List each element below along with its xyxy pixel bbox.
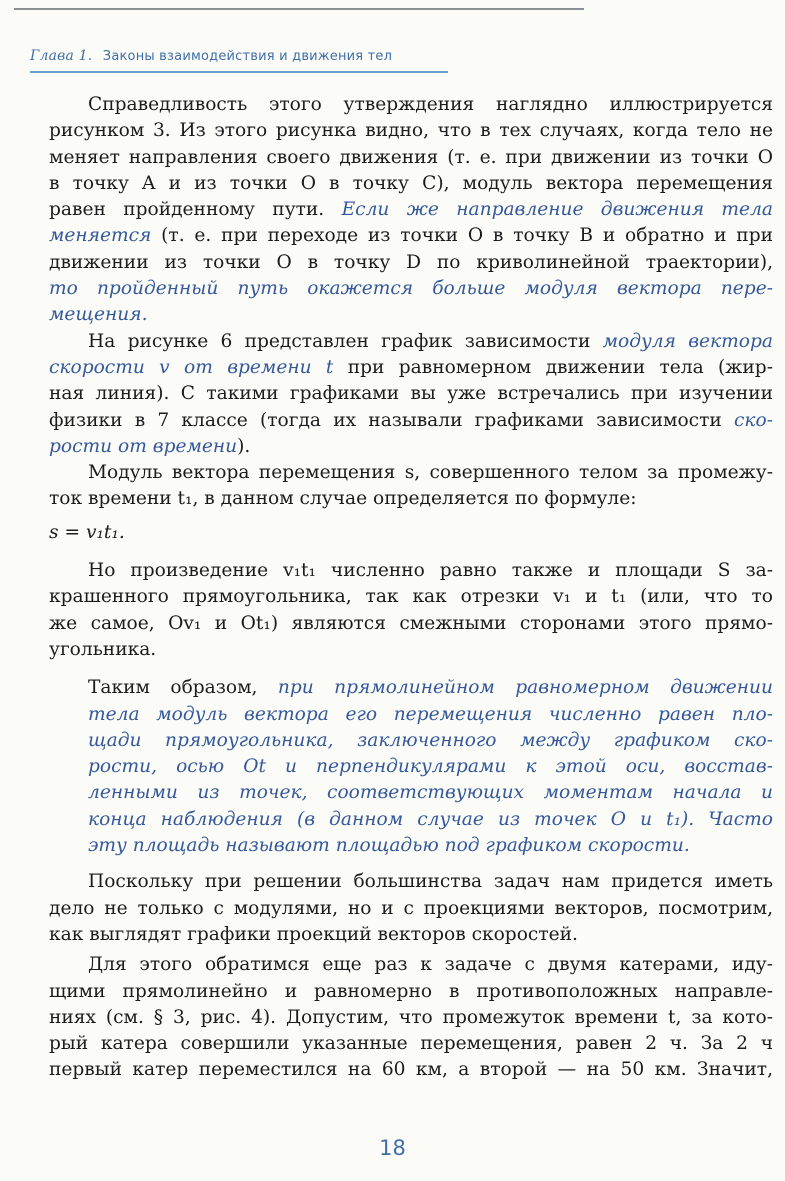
text-line <box>49 833 773 859</box>
text-line: первый катер переместился на 60 км, а второй — на 50 км. Значит, <box>49 1059 773 1081</box>
text-run: Таким образом, <box>88 677 278 699</box>
emphasis-text: Если же направление движения тела <box>341 199 773 221</box>
emphasis-text: при прямолинейном равномерном движении <box>277 677 773 699</box>
text-line <box>49 197 773 223</box>
text-run: физики в 7 классе (тогда их называли графиками зависимости <box>49 409 734 431</box>
text-line: движении из точки O в точку D по криволинейной траектории), <box>49 251 773 273</box>
emphasis-text: то пройденный путь окажется больше модуля вектора пере- <box>49 278 773 300</box>
conclusion-block <box>49 675 773 859</box>
text-run: равен пройденному пути. <box>49 199 342 221</box>
text-line <box>49 807 773 833</box>
emphasis-text: конца наблюдения (в данном случае из точек O и t₁). Часто <box>88 808 773 830</box>
text-run: при равномерном движении тела (жир- <box>333 356 773 378</box>
text-line <box>49 702 773 728</box>
emphasis-text: мещения. <box>49 304 148 326</box>
chapter-title: Законы взаимодействия и движения тел <box>102 49 393 64</box>
text-line <box>49 675 773 701</box>
text-line: же самое, Ov₁ и Ot₁) являются смежными сторонами этого прямо- <box>49 612 773 634</box>
header-rule <box>30 71 448 73</box>
paragraph-1 <box>49 92 773 329</box>
emphasis-text: рости, осью Ot и перпендикулярами к этой оси, восстав- <box>88 756 773 778</box>
text-run: (т. е. при переходе из точки O в точку B и обратно и при <box>151 225 773 247</box>
text-line <box>49 276 773 302</box>
text-line: в точку A и из точки O в точку C), модуль вектора перемещения <box>49 172 773 194</box>
formula: s = v₁t₁. <box>49 521 125 543</box>
paragraph-3 <box>49 460 773 513</box>
text-line <box>49 434 773 460</box>
text-line <box>49 329 773 355</box>
text-run: ). <box>237 435 251 457</box>
text-line: Поскольку при решении большинства задач нам придется иметь <box>88 871 773 893</box>
text-line: ниях (см. § 3, рис. 4). Допустим, что промежуток времени t, за кото- <box>49 1006 773 1028</box>
paragraph-6 <box>49 952 773 1083</box>
paragraph-4 <box>49 558 773 663</box>
text-line: как выглядят графики проекций векторов скоростей. <box>49 923 578 945</box>
text-line: щими прямолинейно и равномерно в противоположных направле- <box>49 980 773 1002</box>
paragraph-5 <box>49 869 773 948</box>
emphasis-text: тела модуль вектора его перемещения численно равен пло- <box>88 703 773 725</box>
text-line: рисунком 3. Из этого рисунка видно, что в тех случаях, когда тело не <box>49 120 773 142</box>
page-body <box>49 92 773 1084</box>
text-line: дело не только с модулями, но и с проекциями векторов, посмотрим, <box>49 897 773 919</box>
running-header <box>30 48 752 64</box>
text-line <box>49 780 773 806</box>
text-line: угольника. <box>49 638 157 660</box>
emphasis-text: скорости v от времени t <box>49 356 334 378</box>
text-line <box>49 302 773 328</box>
emphasis-text: ско- <box>734 409 773 431</box>
text-run: На рисунке 6 представлен график зависимости <box>88 330 603 352</box>
text-line: ток времени t₁, в данном случае определяется по формуле: <box>49 488 637 510</box>
text-line: Для этого обратимся еще раз к задаче с двумя катерами, иду- <box>88 954 773 976</box>
emphasis-text: меняется <box>49 225 152 247</box>
emphasis-text: эту площадь называют площадью под графиком скорости. <box>88 835 690 857</box>
text-line <box>49 355 773 381</box>
emphasis-text: щади прямоугольника, заключенного между графиком ско- <box>88 729 773 751</box>
text-line: Модуль вектора перемещения s, совершенного телом за промежу- <box>88 462 773 484</box>
text-line: меняет направления своего движения (т. е. при движении из точки O <box>49 146 773 168</box>
emphasis-text: модуля вектора <box>602 330 773 352</box>
text-line <box>49 754 773 780</box>
text-line <box>49 728 773 754</box>
page-number: 18 <box>379 1136 406 1160</box>
text-line: Но произведение v₁t₁ численно равно также и площади S за- <box>88 560 773 582</box>
top-rule <box>14 8 584 10</box>
text-line: крашенного прямоугольника, так как отрезки v₁ и t₁ (или, что то <box>49 586 773 608</box>
text-line: Справедливость этого утверждения наглядно иллюстрируется <box>88 94 773 115</box>
emphasis-text: рости от времени <box>49 435 238 457</box>
emphasis-text: ленными из точек, соответствующих моментам начала и <box>88 782 773 804</box>
text-line <box>49 223 773 249</box>
text-line: ная линия). С такими графиками вы уже встречались при изучении <box>49 383 773 405</box>
chapter-label: Глава 1. <box>30 48 93 64</box>
text-line <box>49 408 773 434</box>
paragraph-2 <box>49 329 773 460</box>
text-line: рый катера совершили указанные перемещения, равен 2 ч. За 2 ч <box>49 1033 773 1055</box>
